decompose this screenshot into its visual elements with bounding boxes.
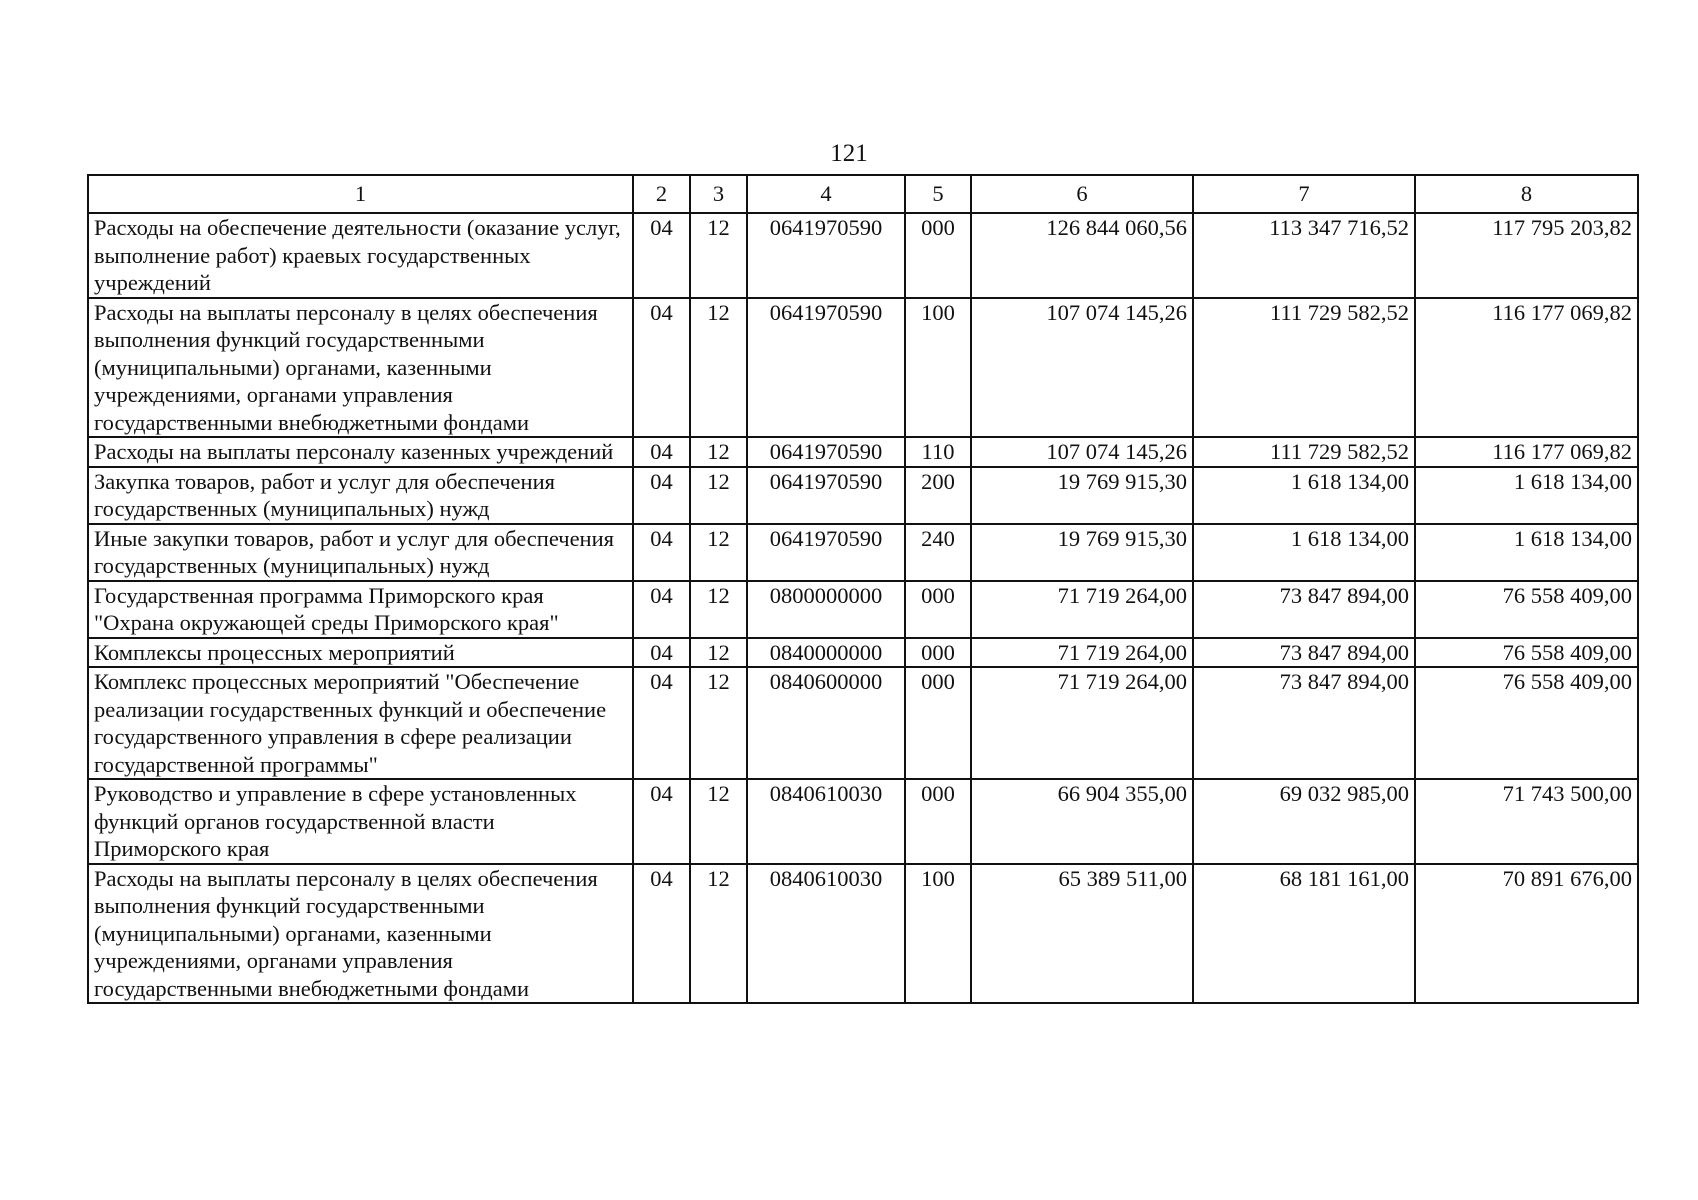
amount-col6: 107 074 145,26	[971, 298, 1193, 438]
section-code: 04	[633, 638, 690, 668]
expense-type-code: 200	[905, 467, 971, 524]
amount-col6: 66 904 355,00	[971, 779, 1193, 864]
section-code: 04	[633, 298, 690, 438]
expense-type-code: 000	[905, 779, 971, 864]
amount-col7: 1 618 134,00	[1193, 467, 1415, 524]
target-article-code: 0641970590	[747, 437, 905, 467]
section-code: 04	[633, 779, 690, 864]
expense-type-code: 000	[905, 638, 971, 668]
row-name: Расходы на обеспечение деятельности (оказание услуг, выполнение работ) краевых государственных учреждений	[88, 213, 633, 298]
amount-col6: 107 074 145,26	[971, 437, 1193, 467]
amount-col8: 71 743 500,00	[1415, 779, 1638, 864]
column-header: 8	[1415, 175, 1638, 213]
target-article-code: 0641970590	[747, 524, 905, 581]
amount-col8: 116 177 069,82	[1415, 437, 1638, 467]
amount-col6: 19 769 915,30	[971, 524, 1193, 581]
expense-type-code: 110	[905, 437, 971, 467]
amount-col8: 76 558 409,00	[1415, 667, 1638, 779]
amount-col8: 76 558 409,00	[1415, 638, 1638, 668]
column-header: 6	[971, 175, 1193, 213]
section-code: 04	[633, 437, 690, 467]
section-code: 04	[633, 667, 690, 779]
target-article-code: 0840600000	[747, 667, 905, 779]
budget-table	[87, 174, 1639, 1004]
column-header: 5	[905, 175, 971, 213]
header-row	[88, 175, 1638, 213]
target-article-code: 0641970590	[747, 467, 905, 524]
table-row	[88, 524, 1638, 581]
table-row	[88, 779, 1638, 864]
amount-col7: 111 729 582,52	[1193, 298, 1415, 438]
subsection-code: 12	[690, 213, 747, 298]
target-article-code: 0641970590	[747, 298, 905, 438]
row-name: Расходы на выплаты персоналу в целях обеспечения выполнения функций государственными (муниципальными) органами, казенными учреждениями, органами управления государственными внебюджетными фондами	[88, 298, 633, 438]
column-header: 7	[1193, 175, 1415, 213]
amount-col8: 117 795 203,82	[1415, 213, 1638, 298]
amount-col6: 19 769 915,30	[971, 467, 1193, 524]
section-code: 04	[633, 467, 690, 524]
subsection-code: 12	[690, 467, 747, 524]
section-code: 04	[633, 581, 690, 638]
subsection-code: 12	[690, 864, 747, 1004]
expense-type-code: 100	[905, 298, 971, 438]
row-name: Расходы на выплаты персоналу в целях обеспечения выполнения функций государственными (муниципальными) органами, казенными учреждениями, органами управления государственными внебюджетными фондами	[88, 864, 633, 1004]
amount-col7: 1 618 134,00	[1193, 524, 1415, 581]
subsection-code: 12	[690, 638, 747, 668]
table-row	[88, 581, 1638, 638]
table-row	[88, 667, 1638, 779]
amount-col6: 71 719 264,00	[971, 667, 1193, 779]
target-article-code: 0800000000	[747, 581, 905, 638]
amount-col6: 71 719 264,00	[971, 638, 1193, 668]
table-row	[88, 213, 1638, 298]
expense-type-code: 000	[905, 581, 971, 638]
table-row	[88, 467, 1638, 524]
target-article-code: 0840610030	[747, 779, 905, 864]
target-article-code: 0840610030	[747, 864, 905, 1004]
section-code: 04	[633, 213, 690, 298]
amount-col7: 69 032 985,00	[1193, 779, 1415, 864]
amount-col7: 111 729 582,52	[1193, 437, 1415, 467]
amount-col7: 73 847 894,00	[1193, 581, 1415, 638]
subsection-code: 12	[690, 298, 747, 438]
table-row	[88, 864, 1638, 1004]
table-row	[88, 298, 1638, 438]
expense-type-code: 000	[905, 213, 971, 298]
amount-col7: 73 847 894,00	[1193, 638, 1415, 668]
column-header: 3	[690, 175, 747, 213]
page-number: 121	[830, 140, 868, 167]
column-header: 2	[633, 175, 690, 213]
row-name: Государственная программа Приморского края "Охрана окружающей среды Приморского края"	[88, 581, 633, 638]
expense-type-code: 240	[905, 524, 971, 581]
expense-type-code: 000	[905, 667, 971, 779]
expense-type-code: 100	[905, 864, 971, 1004]
amount-col6: 71 719 264,00	[971, 581, 1193, 638]
table-row	[88, 638, 1638, 668]
subsection-code: 12	[690, 524, 747, 581]
row-name: Закупка товаров, работ и услуг для обеспечения государственных (муниципальных) нужд	[88, 467, 633, 524]
table-row	[88, 437, 1638, 467]
amount-col8: 116 177 069,82	[1415, 298, 1638, 438]
section-code: 04	[633, 864, 690, 1004]
subsection-code: 12	[690, 437, 747, 467]
row-name: Комплексы процессных мероприятий	[88, 638, 633, 668]
row-name: Расходы на выплаты персоналу казенных учреждений	[88, 437, 633, 467]
amount-col7: 68 181 161,00	[1193, 864, 1415, 1004]
target-article-code: 0840000000	[747, 638, 905, 668]
row-name: Иные закупки товаров, работ и услуг для обеспечения государственных (муниципальных) нужд	[88, 524, 633, 581]
target-article-code: 0641970590	[747, 213, 905, 298]
amount-col7: 113 347 716,52	[1193, 213, 1415, 298]
amount-col8: 1 618 134,00	[1415, 524, 1638, 581]
column-header: 1	[88, 175, 633, 213]
amount-col8: 1 618 134,00	[1415, 467, 1638, 524]
row-name: Комплекс процессных мероприятий "Обеспечение реализации государственных функций и обеспечение государственного управления в сфере реализации государственной программы"	[88, 667, 633, 779]
row-name: Руководство и управление в сфере установленных функций органов государственной власти Приморского края	[88, 779, 633, 864]
subsection-code: 12	[690, 581, 747, 638]
amount-col8: 76 558 409,00	[1415, 581, 1638, 638]
subsection-code: 12	[690, 667, 747, 779]
subsection-code: 12	[690, 779, 747, 864]
amount-col8: 70 891 676,00	[1415, 864, 1638, 1004]
amount-col7: 73 847 894,00	[1193, 667, 1415, 779]
amount-col6: 65 389 511,00	[971, 864, 1193, 1004]
amount-col6: 126 844 060,56	[971, 213, 1193, 298]
column-header: 4	[747, 175, 905, 213]
section-code: 04	[633, 524, 690, 581]
